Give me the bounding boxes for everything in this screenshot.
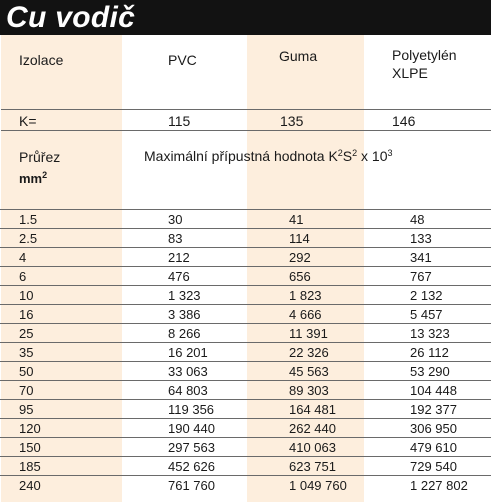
table-cell: 64 803 [168,383,208,398]
header-pvc: PVC [168,52,197,68]
table-cell: 192 377 [410,402,457,417]
table-cell: 1 323 [168,288,201,303]
table-cell: 53 290 [410,364,450,379]
section-description: Maximální přípustná hodnota $K^2S^2$ x $10^3$ [144,148,393,164]
table-row [0,304,491,323]
table-cell: 13 323 [410,326,450,341]
table-cell: 212 [168,250,190,265]
k-value-pvc: 115 [168,113,191,129]
table-cell: 5 457 [410,307,443,322]
table-cell: 30 [168,212,183,227]
header-izolace: Izolace [19,52,64,68]
table-cell: 341 [410,250,432,265]
table-cell: 410 063 [289,440,336,455]
table-cell: 104 448 [410,383,457,398]
table-cell: 729 540 [410,459,457,474]
table-cell: 70 [19,383,34,398]
table-cell: 50 [19,364,34,379]
page-title: Cu vodič [6,1,136,34]
table-cell: 190 440 [168,421,215,436]
table-cell: 133 [410,231,432,246]
table-cell: 292 [289,250,311,265]
table-cell: 45 563 [289,364,329,379]
table-cell: 1.5 [19,212,38,227]
table-cell: 114 [289,231,310,246]
table-body [0,209,491,494]
table-row [0,418,491,437]
table-cell: 476 [168,269,190,284]
table-cell: 16 [19,307,34,322]
table-cell: 119 356 [168,402,215,417]
table-row [0,456,491,475]
table-cell: 16 201 [168,345,208,360]
table-cell: 8 266 [168,326,201,341]
table-row [0,247,491,266]
table-cell: 2.5 [19,231,38,246]
table-cell: 6 [19,269,27,284]
table-row [0,323,491,342]
table-row [0,342,491,361]
header-polyetylen: Polyetylén [392,47,457,63]
data-table [0,35,491,502]
table-cell: 4 [19,250,27,265]
table-row [0,228,491,247]
header-xlpe: XLPE [392,65,428,81]
table-cell: 761 760 [168,478,215,493]
table-cell: 35 [19,345,34,360]
table-cell: 479 610 [410,440,457,455]
table-cell: 2 132 [410,288,443,303]
table-cell: 306 950 [410,421,457,436]
table-cell: 83 [168,231,183,246]
table-cell: 26 112 [410,345,449,360]
table-row [0,475,491,494]
table-cell: 89 303 [289,383,329,398]
table-cell: 656 [289,269,311,284]
table-row [0,437,491,456]
table-row [0,361,491,380]
table-cell: 164 481 [289,402,336,417]
table-cell: 150 [19,440,41,455]
table-row [0,380,491,399]
table-cell: 22 326 [289,345,329,360]
table-row [0,266,491,285]
table-cell: 95 [19,402,34,417]
table-cell: 11 391 [289,326,328,341]
table-row [0,399,491,418]
table-cell: 4 666 [289,307,322,322]
table-cell: 48 [410,212,425,227]
table-cell: 452 626 [168,459,215,474]
table-cell: 25 [19,326,34,341]
table-cell: 1 823 [289,288,322,303]
header-guma: Guma [279,48,318,64]
table-cell: 623 751 [289,459,336,474]
table-cell: 262 440 [289,421,336,436]
section-label-unit: $mm^2$ [19,170,48,186]
table-cell: 185 [19,459,41,474]
table-cell: 767 [410,269,432,284]
k-value-guma: 135 [280,113,304,129]
divider [1,109,491,110]
table-cell: 240 [19,478,41,493]
table-row [0,209,491,228]
table-cell: 297 563 [168,440,215,455]
section-label-prurez: Průřez [19,149,61,165]
table-cell: 3 386 [168,307,201,322]
table-cell: 33 063 [168,364,208,379]
k-label: K= [19,113,37,129]
table-cell: 1 049 760 [289,478,347,493]
k-value-xlpe: 146 [392,113,416,129]
table-cell: 1 227 802 [410,478,468,493]
table-cell: 120 [19,421,41,436]
title-bar [0,0,491,35]
table-cell: 10 [19,288,34,303]
table-row [0,285,491,304]
table-cell: 41 [289,212,304,227]
divider [1,130,491,131]
